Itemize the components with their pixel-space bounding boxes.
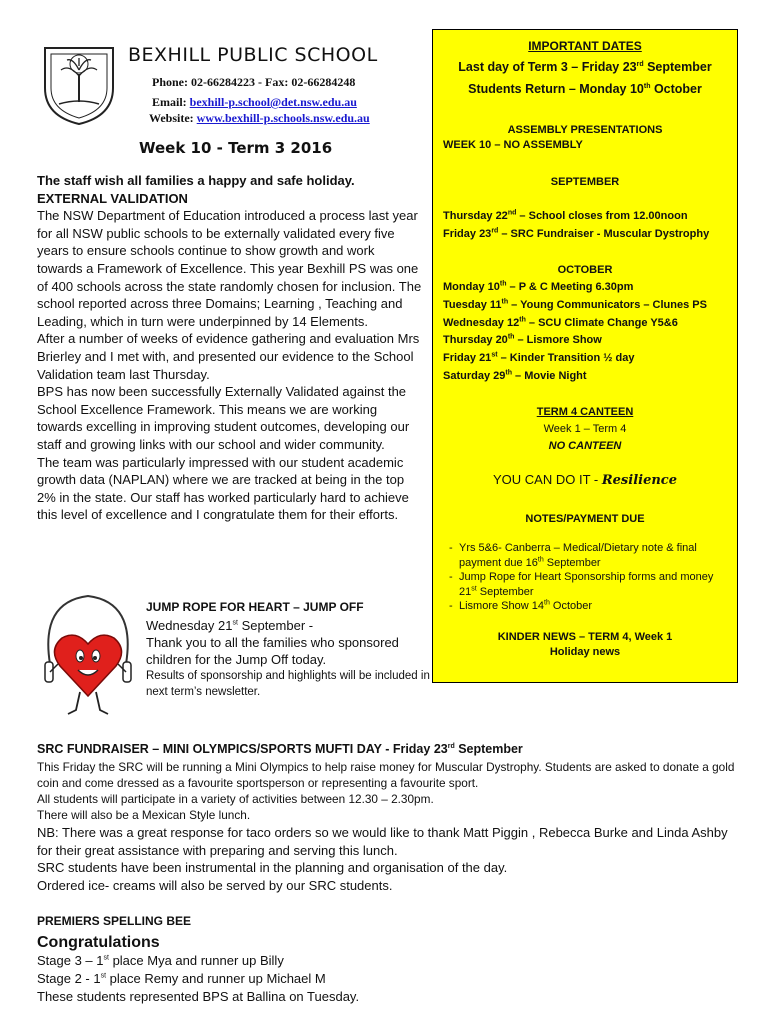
validation-paragraph-2: After a number of weeks of evidence gathering and evaluation Mrs Brierley and I met with, and presented our evidence to the School Validation team last Thursday. [37, 331, 420, 382]
you-can-do-it-banner: YOU CAN DO IT - Resilience [493, 472, 677, 488]
src-paragraph: NB: There was a great response for taco orders so we would like to thank Matt Piggin , Rebecca Burke and Linda Ashby for their great assistance with preparing and serving this lunch. [37, 825, 728, 858]
school-name: BEXHILL PUBLIC SCHOOL [128, 44, 378, 66]
phone-fax-line: Phone: 02-66284223 - Fax: 02-66284248 [152, 75, 356, 89]
src-paragraph: All students will participate in a variety of activities between 12.30 – 2.30pm. [37, 792, 434, 806]
october-event: Wednesday 12th – SCU Climate Change Y5&6 [443, 316, 678, 329]
october-title: OCTOBER [557, 264, 613, 276]
jump-rope-results: Results of sponsorship and highlights will be included in next term’s newsletter. [146, 670, 430, 698]
email-link[interactable]: bexhill-p.school@det.nsw.edu.au [189, 95, 357, 109]
resilience-word: Resilience [601, 473, 677, 488]
notes-payment-title: NOTES/PAYMENT DUE [525, 513, 645, 525]
spelling-bee-stage3: Stage 3 – 1st place Mya and runner up Billy [37, 953, 284, 968]
last-day-of-term: Last day of Term 3 – Friday 23rd September [458, 60, 712, 74]
assembly-title: ASSEMBLY PRESENTATIONS [507, 124, 663, 136]
validation-paragraph-3: BPS has now been successfully Externally Validated against the School Excellence Framework. This means we are working towards excelling in improving student outcomes, developing our staff and growing links with our school and wider community. [37, 384, 410, 452]
left-article [37, 172, 422, 524]
october-event: Saturday 29th – Movie Night [443, 369, 587, 382]
spelling-bee-congratulations: Congratulations [37, 934, 160, 951]
validation-paragraph-1: The NSW Department of Education introduced a process last year for all NSW public schools to be externally validated every five years to ensure schools continue to show growth and work towards a Framework of Excellence. This year Bexhill PS was one of 400 schools across the state randomly chosen for inclusion. The school reported across three Domains; Learning , Teaching and Leading, which in turn were underpinned by 14 Elements. [37, 208, 422, 329]
october-event: Monday 10th – P & C Meeting 6.30pm [443, 280, 634, 293]
september-event: Friday 23rd – SRC Fundraiser - Muscular Dystrophy [443, 227, 710, 240]
src-paragraph: SRC students have been instrumental in the planning and organisation of the day. [37, 860, 508, 876]
src-fundraiser-title: SRC FUNDRAISER – MINI OLYMPICS/SPORTS MUFTI DAY - Friday 23rd September [37, 742, 523, 756]
kinder-news-title: KINDER NEWS – TERM 4, Week 1 [497, 631, 673, 643]
src-paragraph: There will also be a Mexican Style lunch. [37, 808, 251, 822]
email-line [152, 95, 357, 110]
jump-rope-heart-illustration [36, 592, 140, 722]
external-validation-heading: EXTERNAL VALIDATION [37, 190, 188, 206]
website-label: Website: [149, 111, 194, 125]
canteen-title: TERM 4 CANTEEN [536, 406, 634, 418]
validation-paragraph-4: The team was particularly impressed with our student academic growth data (NAPLAN) where we are tracked at being in the top 2% in the state. Our staff has worked particularly hard to achieve this level of excellence and I congratulate them for their efforts. [37, 454, 409, 523]
src-paragraph: This Friday the SRC will be running a Mini Olympics to help raise money for Muscular Dystrophy. Students are asked to donate a gold coin and come dressed as a favourite sportsperson or representing a favourite sport. [37, 760, 735, 790]
important-dates-box [432, 29, 738, 683]
src-fundraiser-section [37, 742, 737, 894]
week-title: Week 10 - Term 3 2016 [139, 139, 333, 157]
jump-rope-title: JUMP ROPE FOR HEART – JUMP OFF [146, 600, 364, 614]
notes-payment-list [447, 541, 727, 614]
spelling-bee-title: PREMIERS SPELLING BEE [37, 914, 192, 928]
october-event: Friday 21st – Kinder Transition ½ day [443, 351, 635, 364]
notes-item: - Yrs 5&6- Canberra – Medical/Dietary note & final payment due 16th September [447, 541, 727, 570]
october-event: Thursday 20th – Lismore Show [443, 333, 602, 346]
spelling-bee-closing: These students represented BPS at Ballina on Tuesday. [37, 989, 360, 1004]
website-link[interactable]: www.bexhill-p.schools.nsw.edu.au [196, 111, 370, 125]
email-label: Email: [152, 95, 187, 109]
spelling-bee-section [37, 914, 737, 1006]
jump-rope-date: Wednesday 21st September - [146, 618, 314, 633]
important-dates-title: IMPORTANT DATES [528, 39, 642, 53]
october-event: Tuesday 11th – Young Communicators – Clunes PS [443, 298, 707, 311]
school-crest-logo [37, 40, 121, 126]
jump-rope-thanks: Thank you to all the families who sponsored children for the Jump Off today. [146, 635, 399, 667]
spelling-bee-stage2: Stage 2 - 1st place Remy and runner up Michael M [37, 971, 326, 986]
canteen-note: NO CANTEEN [548, 440, 622, 452]
notes-item: - Jump Rope for Heart Sponsorship forms and money 21st September [447, 570, 727, 599]
kinder-news-sub: Holiday news [549, 646, 621, 658]
students-return: Students Return – Monday 10th October [468, 82, 702, 96]
september-title: SEPTEMBER [550, 176, 620, 188]
website-line [149, 111, 370, 126]
holiday-greeting: The staff wish all families a happy and safe holiday. [37, 173, 355, 188]
notes-item: - Lismore Show 14th October [447, 599, 727, 614]
jump-rope-section [146, 600, 436, 700]
assembly-line: WEEK 10 – NO ASSEMBLY [443, 139, 583, 151]
september-event: Thursday 22nd – School closes from 12.00noon [443, 209, 688, 222]
canteen-week: Week 1 – Term 4 [543, 423, 627, 435]
src-paragraph: Ordered ice- creams will also be served by our SRC students. [37, 877, 393, 893]
